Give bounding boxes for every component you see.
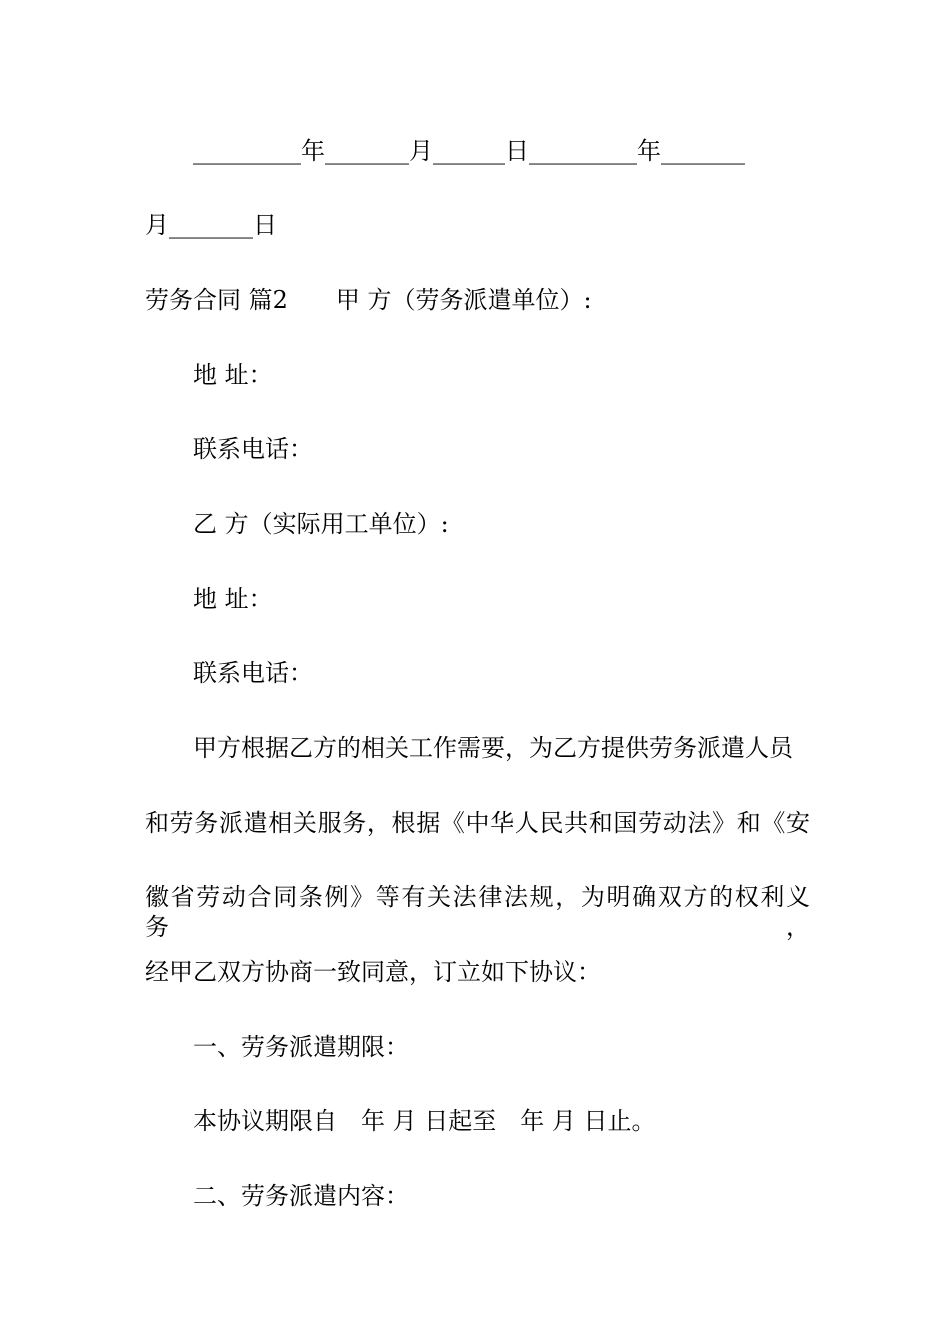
preamble-line-4: 经甲乙双方协商一致同意，订立如下协议： (145, 958, 601, 986)
signature-date-line-continued: 月_______日 (145, 211, 277, 239)
preamble-line-2: 和劳务派遣相关服务，根据《中华人民共和国劳动法》和《安 (145, 809, 810, 837)
contract-heading-party-a: 劳务合同 篇2 甲 方（劳务派遣单位）: (145, 286, 592, 314)
party-a-address: 地 址： (193, 361, 273, 389)
section-1-term: 本协议期限自 年 月 日起至 年 月 日止。 (193, 1107, 656, 1135)
party-a-phone: 联系电话： (193, 435, 313, 463)
party-b-heading: 乙 方（实际用工单位）: (193, 510, 449, 538)
section-1-heading: 一、劳务派遣期限： (193, 1033, 409, 1061)
preamble-line-1: 甲方根据乙方的相关工作需要，为乙方提供劳务派遣人员 (193, 734, 793, 762)
party-b-address: 地 址： (193, 585, 273, 613)
party-b-phone: 联系电话： (193, 659, 313, 687)
section-2-heading: 二、劳务派遣内容： (193, 1182, 409, 1210)
preamble-line-3: 徽省劳动合同条例》等有关法律法规，为明确双方的权利义务， (145, 883, 810, 941)
signature-date-line: _________年_______月______日_________年_______ (193, 137, 745, 165)
